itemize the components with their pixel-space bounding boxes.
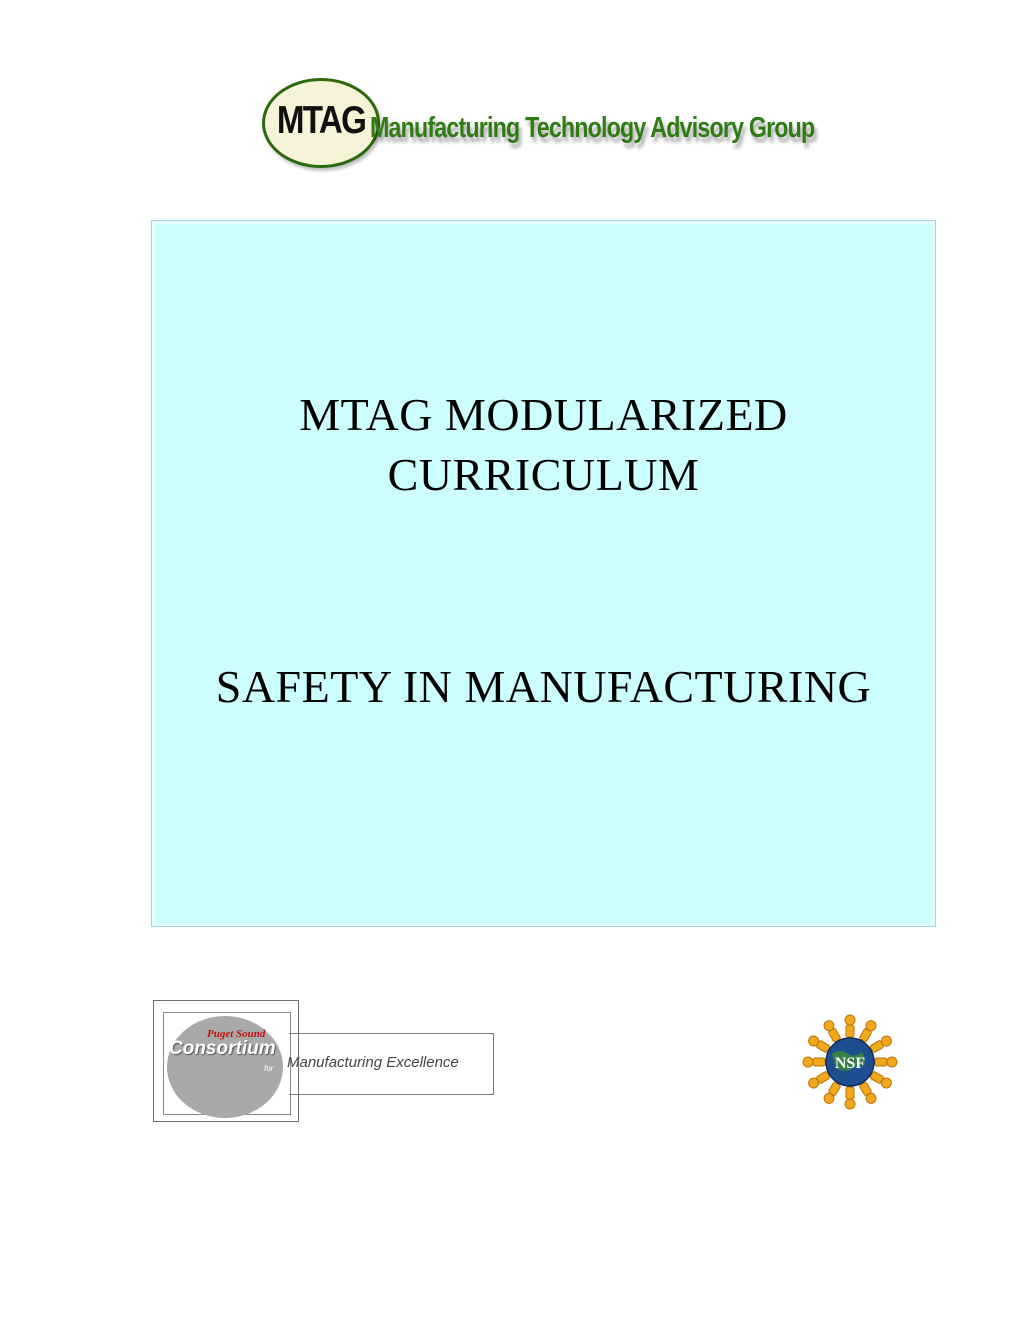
title-line-1: MTAG MODULARIZED bbox=[299, 389, 788, 440]
title-box bbox=[151, 220, 936, 927]
title-line-2: CURRICULUM bbox=[387, 449, 700, 500]
consortium-puget-sound: Puget Sound bbox=[207, 1028, 266, 1040]
consortium-name: Consortium bbox=[169, 1038, 276, 1059]
nsf-logo bbox=[802, 1014, 898, 1110]
mtag-oval-emblem bbox=[262, 78, 380, 168]
title-line-3: SAFETY IN MANUFACTURING bbox=[215, 661, 872, 712]
consortium-for: for bbox=[264, 1064, 274, 1073]
mtag-abbrev: MTAG bbox=[276, 99, 366, 142]
nsf-text: NSF bbox=[834, 1055, 866, 1072]
consortium-logo bbox=[153, 1000, 523, 1125]
consortium-manufacturing-excellence: Manufacturing Excellence bbox=[287, 1054, 459, 1071]
mtag-logo bbox=[262, 78, 822, 178]
mtag-full-name: Manufacturing Technology Advisory Group bbox=[370, 112, 815, 144]
